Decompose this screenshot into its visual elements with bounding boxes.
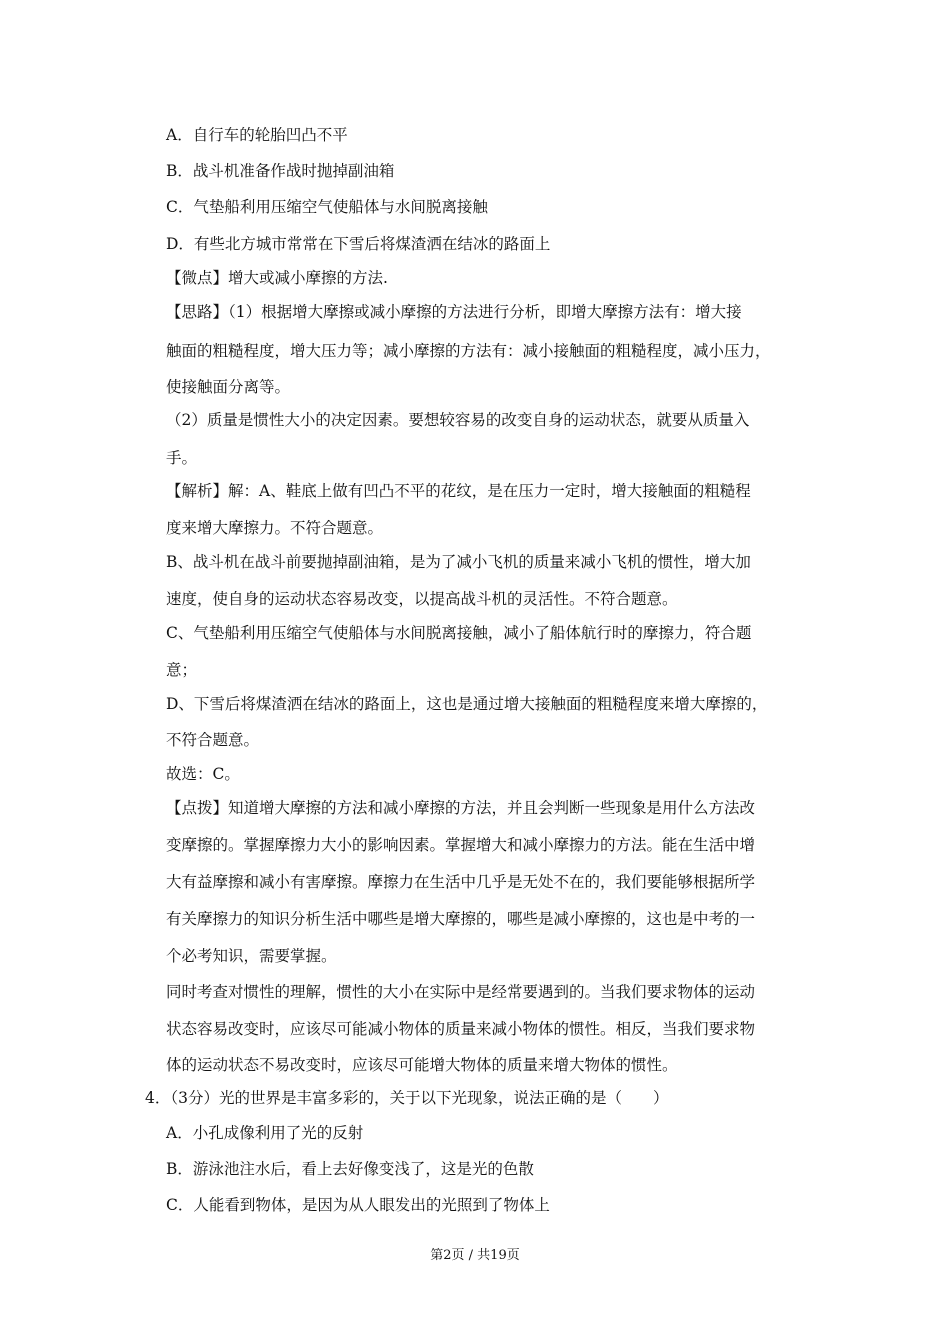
- tips-text: 【点拨】知道增大摩擦的方法和减小摩擦的方法，并且会判断一些现象是用什么方法改: [166, 799, 756, 817]
- analysis-text: B、战斗机在战斗前要抛掉副油箱，是为了减小飞机的质量来减小飞机的惯性，增大加: [166, 553, 751, 571]
- tips-text: 大有益摩擦和减小有害摩擦。摩擦力在生活中几乎是无处不在的，我们要能够根据所学: [166, 873, 756, 891]
- approach-text: 触面的粗糙程度，增大压力等；减小摩擦的方法有：减小接触面的粗糙程度，减小压力，: [166, 342, 771, 360]
- question-4-stem: 4．（3分）光的世界是丰富多彩的，关于以下光现象，说法正确的是（ ）: [145, 1089, 669, 1107]
- tips-text: 变摩擦的。掌握摩擦力大小的影响因素。掌握增大和减小摩擦力的方法。能在生活中增: [166, 836, 756, 854]
- analysis-text: 意；: [166, 661, 198, 679]
- tips-text: 体的运动状态不易改变时，应该尽可能增大物体的质量来增大物体的惯性。: [166, 1056, 678, 1074]
- micro-point-text: 【微点】增大或减小摩擦的方法.: [166, 269, 388, 287]
- question-4-option-a: A．小孔成像利用了光的反射: [166, 1124, 364, 1142]
- tips-text: 同时考查对惯性的理解，惯性的大小在实际中是经常要遇到的。当我们要求物体的运动: [166, 983, 756, 1001]
- approach-text: 手。: [166, 449, 198, 467]
- option-b-text: B．战斗机准备作战时抛掉副油箱: [166, 162, 395, 180]
- option-a-text: A．自行车的轮胎凹凸不平: [166, 126, 348, 144]
- approach-text: 使接触面分离等。: [166, 378, 291, 396]
- approach-text: 【思路】（1）根据增大摩擦或减小摩擦的方法进行分析，即增大摩擦方法有：增大接: [166, 303, 742, 321]
- analysis-text: 速度，使自身的运动状态容易改变，以提高战斗机的灵活性。不符合题意。: [166, 590, 678, 608]
- option-c-text: C．气垫船利用压缩空气使船体与水间脱离接触: [166, 198, 488, 216]
- analysis-text: 度来增大摩擦力。不符合题意。: [166, 519, 384, 537]
- answer-text: 故选：C。: [166, 765, 240, 783]
- analysis-text: 【解析】解：A、鞋底上做有凹凸不平的花纹，是在压力一定时，增大接触面的粗糙程: [166, 482, 751, 500]
- analysis-text: 不符合题意。: [166, 731, 260, 749]
- page-number-footer: 第2页 / 共19页: [430, 1248, 520, 1263]
- question-4-option-c: C．人能看到物体，是因为从人眼发出的光照到了物体上: [166, 1196, 550, 1214]
- analysis-text: D、下雪后将煤渣洒在结冰的路面上，这也是通过增大接触面的粗糙程度来增大摩擦的，: [166, 695, 768, 713]
- tips-text: 状态容易改变时，应该尽可能减小物体的质量来减小物体的惯性。相反，当我们要求物: [166, 1020, 756, 1038]
- tips-text: 个必考知识，需要掌握。: [166, 947, 337, 965]
- analysis-text: C、气垫船利用压缩空气使船体与水间脱离接触，减小了船体航行时的摩擦力，符合题: [166, 624, 752, 642]
- approach-text: （2）质量是惯性大小的决定因素。要想较容易的改变自身的运动状态，就要从质量入: [166, 411, 750, 429]
- option-d-text: D．有些北方城市常常在下雪后将煤渣洒在结冰的路面上: [166, 235, 551, 253]
- tips-text: 有关摩擦力的知识分析生活中哪些是增大摩擦的，哪些是减小摩擦的，这也是中考的一: [166, 910, 756, 928]
- question-4-option-b: B．游泳池注水后，看上去好像变浅了，这是光的色散: [166, 1160, 534, 1178]
